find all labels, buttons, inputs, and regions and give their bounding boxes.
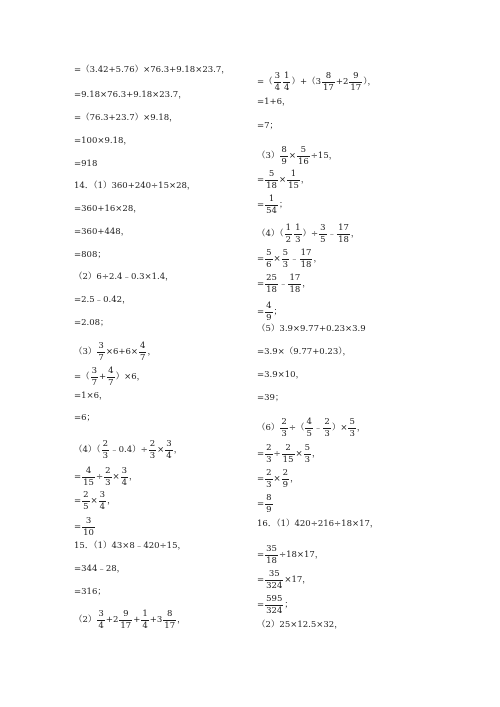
fraction-numerator: 2 [282, 468, 289, 478]
fraction-denominator: 15 [282, 454, 294, 465]
fraction-denominator: 5 [320, 234, 326, 245]
math-line [74, 273, 174, 282]
expression-text: （4）（ [74, 444, 101, 455]
fraction-numerator: 25 [266, 273, 277, 283]
fraction-denominator: 15 [83, 477, 94, 488]
fraction-denominator: 3 [266, 454, 272, 465]
fraction-numerator: 8 [266, 493, 272, 503]
fraction [265, 444, 272, 464]
fraction-numerator: 5 [268, 169, 275, 179]
math-line [257, 570, 311, 590]
fraction [283, 72, 290, 92]
expression-text: （2） [74, 614, 97, 625]
fraction [165, 440, 172, 460]
expression-text: = [257, 253, 265, 264]
fraction-denominator: 17 [350, 82, 362, 93]
fraction-numerator: 8 [325, 71, 332, 81]
fraction-denominator: 4 [142, 620, 148, 631]
fraction [265, 494, 272, 514]
expression-text: 14．（1）360+240÷15×28， [74, 181, 196, 191]
expression-text: ， [107, 495, 116, 506]
fraction-denominator: 4 [98, 620, 104, 631]
fraction-denominator: 4 [99, 501, 106, 512]
expression-text: =9.18×76.3+9.18×23.7， [74, 90, 187, 100]
expression-text: ﹣0.4）÷ [110, 444, 148, 455]
math-line [74, 160, 97, 169]
math-line [257, 274, 311, 294]
fraction-numerator: 1 [295, 223, 301, 233]
fraction [287, 170, 300, 190]
expression-text: = [257, 473, 265, 484]
math-line [74, 542, 186, 551]
expression-text: =39； [257, 393, 284, 403]
fraction-denominator: 3 [281, 428, 287, 439]
expression-text: ×17， [284, 574, 311, 585]
expression-text: ， [129, 471, 138, 482]
expression-text: × [288, 150, 296, 161]
fraction-numerator: 3 [320, 223, 326, 233]
expression-text: = [257, 574, 265, 585]
math-line [74, 182, 195, 191]
fraction-numerator: 3 [98, 609, 104, 619]
fraction-numerator: 3 [85, 516, 92, 526]
expression-text: ； [273, 306, 283, 317]
math-line [257, 302, 282, 322]
fraction-numerator: 3 [91, 366, 98, 376]
fraction-numerator: 35 [268, 569, 280, 579]
fraction [119, 610, 132, 630]
fraction [265, 302, 272, 322]
expression-text: = [257, 278, 265, 289]
fraction-numerator: 2 [266, 443, 272, 453]
expression-text: =6； [74, 413, 96, 423]
math-line [74, 91, 187, 100]
fraction [319, 224, 326, 244]
expression-text: （5）3.9×9.77+0.23×3.9 [257, 324, 366, 334]
fraction-numerator: 5 [266, 248, 272, 258]
expression-text: × [273, 253, 281, 264]
fraction-numerator: 5 [304, 443, 311, 453]
expression-text: =344﹣28， [74, 564, 126, 574]
fraction-denominator: 3 [149, 450, 156, 461]
fraction-numerator: 1 [284, 71, 290, 81]
fraction [349, 72, 362, 92]
math-line [74, 342, 156, 362]
fraction [265, 545, 278, 565]
fraction-denominator: 3 [304, 454, 311, 465]
math-line [257, 98, 291, 107]
expression-text: =360+16×28， [74, 204, 142, 214]
math-line [257, 249, 322, 269]
fraction-numerator: 1 [268, 194, 275, 204]
expression-text: = [257, 174, 265, 185]
fraction [282, 249, 289, 269]
expression-text: = [257, 199, 265, 210]
fraction-denominator: 7 [98, 352, 104, 363]
fraction-numerator: 5 [282, 248, 289, 258]
math-line [74, 588, 106, 597]
expression-text: × [295, 448, 303, 459]
fraction-numerator: 9 [123, 609, 129, 619]
fraction-denominator: 16 [297, 156, 309, 167]
expression-text: = [74, 471, 82, 482]
fraction-numerator: 3 [121, 466, 128, 476]
math-line [74, 137, 132, 146]
math-line [257, 621, 343, 630]
math-line [257, 72, 376, 92]
fraction [297, 146, 310, 166]
expression-text: ）， [363, 76, 376, 87]
fraction-numerator: 4 [266, 301, 272, 311]
fraction [265, 195, 278, 215]
expression-text: × [112, 471, 120, 482]
fraction-denominator: 4 [166, 450, 172, 461]
fraction-numerator: 17 [338, 223, 349, 233]
fraction-denominator: 5 [306, 428, 312, 439]
fraction-numerator: 2 [149, 439, 156, 449]
math-line [257, 444, 321, 464]
fraction-denominator: 18 [266, 284, 277, 295]
expression-text: （2）6÷2.4﹣0.3×1.4， [74, 272, 174, 282]
fraction-numerator: 4 [108, 366, 114, 376]
fraction-denominator: 54 [266, 205, 277, 216]
expression-text: =100×9.18， [74, 136, 132, 146]
fraction-denominator: 3 [324, 428, 330, 439]
fraction-numerator: 8 [281, 145, 287, 155]
math-line [257, 371, 304, 380]
fraction [304, 444, 311, 464]
expression-text: = [257, 599, 265, 610]
fraction-denominator: 15 [288, 180, 299, 191]
fraction-denominator: 4 [274, 82, 281, 93]
fraction [294, 224, 301, 244]
left-solution-column [74, 0, 287, 707]
math-line [74, 414, 95, 423]
expression-text: （3） [257, 150, 280, 161]
expression-text: = [257, 498, 265, 509]
expression-text: ， [147, 346, 156, 357]
fraction-numerator: 17 [289, 273, 301, 283]
expression-text: =1+6， [257, 97, 291, 107]
math-line [74, 467, 138, 487]
math-line [74, 610, 186, 630]
fraction [104, 467, 111, 487]
fraction-numerator: 2 [281, 417, 287, 427]
fraction-denominator: 18 [300, 259, 312, 270]
expression-text: （2）25×12.5×32， [257, 620, 343, 630]
expression-text: ， [350, 228, 360, 239]
expression-text: =316； [74, 587, 106, 597]
expression-text: =918 [74, 159, 98, 169]
fraction [99, 491, 106, 511]
fraction-numerator: 9 [353, 71, 359, 81]
math-line [74, 66, 230, 75]
fraction-numerator: 2 [105, 466, 111, 476]
expression-text: ﹣ [290, 253, 299, 264]
fraction-denominator: 3 [349, 428, 355, 439]
expression-text: ÷ [95, 471, 104, 482]
fraction-denominator: 9 [281, 156, 287, 167]
fraction-denominator: 7 [108, 377, 114, 388]
math-line [257, 545, 323, 565]
expression-text: ﹣ [327, 228, 337, 239]
fraction [280, 146, 287, 166]
expression-text: = [257, 549, 265, 560]
expression-text: =2.5﹣0.42， [74, 295, 131, 305]
fraction [285, 224, 292, 244]
fraction [348, 418, 355, 438]
fraction-numerator: 35 [266, 544, 277, 554]
expression-text: = [74, 495, 82, 506]
math-line [257, 122, 278, 131]
expression-text: ）×6， [115, 371, 146, 382]
expression-text: ， [290, 473, 299, 484]
fraction-denominator: 17 [120, 620, 132, 631]
fraction-denominator: 17 [164, 620, 176, 631]
expression-text: × [157, 444, 165, 455]
math-line [74, 440, 182, 460]
expression-text: +2 [105, 614, 119, 625]
math-line [257, 195, 287, 215]
fraction [274, 72, 281, 92]
fraction [82, 467, 95, 487]
fraction-numerator: 5 [300, 145, 307, 155]
fraction-numerator: 3 [166, 439, 172, 449]
math-line [74, 565, 125, 574]
fraction-denominator: 324 [266, 605, 283, 616]
expression-text: × [90, 495, 98, 506]
fraction-denominator: 3 [105, 477, 111, 488]
fraction-numerator: 3 [99, 490, 106, 500]
fraction-numerator: 2 [266, 468, 272, 478]
fraction [82, 491, 89, 511]
fraction-denominator: 18 [266, 180, 277, 191]
expression-text: =（ [257, 76, 273, 87]
math-line [74, 319, 109, 328]
expression-text: ， [300, 174, 310, 185]
expression-text: （4）（ [257, 228, 284, 239]
math-line [257, 325, 366, 334]
fraction [282, 444, 295, 464]
fraction-numerator: 3 [98, 341, 104, 351]
expression-text: ， [312, 448, 321, 459]
fraction-numerator: 17 [300, 248, 312, 258]
fraction [102, 440, 109, 460]
expression-text: ； [278, 199, 288, 210]
math-line [74, 517, 96, 537]
fraction [91, 367, 98, 387]
expression-text: ÷18×17， [278, 549, 324, 560]
fraction-numerator: 1 [142, 609, 148, 619]
fraction [300, 249, 313, 269]
math-line [74, 367, 145, 387]
fraction-denominator: 7 [140, 352, 146, 363]
math-line [257, 520, 378, 529]
math-line [74, 114, 178, 123]
fraction-numerator: 8 [166, 609, 173, 619]
fraction-denominator: 2 [285, 234, 292, 245]
fraction-denominator: 9 [266, 312, 272, 323]
fraction-denominator: 6 [266, 259, 272, 270]
expression-text: =（ [74, 371, 90, 382]
expression-text: ， [173, 444, 183, 455]
expression-text: ， [356, 422, 366, 433]
fraction [97, 342, 104, 362]
math-line [74, 491, 116, 511]
fraction [337, 224, 350, 244]
fraction-denominator: 3 [266, 479, 272, 490]
fraction-denominator: 3 [102, 450, 109, 461]
fraction-denominator: 324 [266, 580, 283, 591]
math-line [257, 224, 359, 244]
fraction-denominator: 18 [266, 555, 277, 566]
fraction-denominator: 7 [91, 377, 98, 388]
expression-text: ）+（3 [291, 76, 321, 87]
fraction [82, 517, 95, 537]
fraction-numerator: 4 [306, 417, 312, 427]
fraction-denominator: 4 [121, 477, 128, 488]
fraction [121, 467, 128, 487]
expression-text: × [278, 174, 287, 185]
fraction [265, 469, 272, 489]
fraction [280, 418, 287, 438]
expression-text: = [257, 306, 265, 317]
expression-text: 16．（1）420÷216÷18×17， [257, 519, 379, 529]
math-line [257, 394, 283, 403]
math-line [257, 494, 274, 514]
expression-text: ÷（ [288, 422, 305, 433]
expression-text: =7； [257, 121, 279, 131]
expression-text: ﹣ [313, 422, 323, 433]
math-line [74, 205, 142, 214]
expression-text: ）÷ [302, 228, 319, 239]
expression-text: （6） [257, 422, 280, 433]
expression-text: + [133, 614, 141, 625]
expression-text: + [99, 371, 107, 382]
expression-text: ， [177, 614, 186, 625]
fraction [265, 249, 272, 269]
math-line [257, 469, 299, 489]
fraction-denominator: 18 [338, 234, 349, 245]
fraction-denominator: 4 [284, 82, 290, 93]
fraction-numerator: 4 [140, 341, 146, 351]
fraction [107, 367, 114, 387]
right-solution-column [257, 0, 467, 707]
expression-text: =（76.3+23.7）×9.18， [74, 113, 178, 123]
fraction-numerator: 2 [83, 490, 89, 500]
fraction-numerator: 5 [349, 417, 355, 427]
fraction [149, 440, 156, 460]
fraction-numerator: 3 [274, 71, 281, 81]
math-line [257, 595, 293, 615]
fraction [97, 610, 104, 630]
expression-text: =1×6， [74, 391, 108, 401]
expression-text: ， [313, 253, 322, 264]
fraction-numerator: 2 [324, 417, 330, 427]
math-line [257, 348, 351, 357]
fraction [265, 595, 283, 615]
expression-text: =360+448， [74, 227, 130, 237]
expression-text: =2.08； [74, 318, 109, 328]
math-line [74, 251, 106, 260]
expression-text: ×6+6× [105, 346, 139, 357]
math-line [257, 418, 365, 438]
expression-text: +2 [335, 76, 349, 87]
fraction-numerator: 4 [85, 466, 92, 476]
expression-text: ， [302, 278, 311, 289]
math-line [74, 228, 129, 237]
expression-text: ； [284, 599, 293, 610]
fraction [323, 418, 330, 438]
fraction [288, 274, 301, 294]
fraction-numerator: 1 [285, 223, 292, 233]
fraction-denominator: 3 [282, 259, 289, 270]
fraction-denominator: 5 [83, 501, 89, 512]
expression-text: 15．（1）43×8﹣420÷15， [74, 541, 186, 551]
fraction-denominator: 9 [266, 504, 272, 515]
fraction-denominator: 10 [83, 527, 94, 538]
math-line [257, 146, 337, 166]
fraction [265, 274, 278, 294]
fraction-numerator: 2 [285, 443, 291, 453]
expression-text: = [257, 448, 265, 459]
expression-text: =3.9×10， [257, 370, 305, 380]
fraction-denominator: 3 [295, 234, 301, 245]
fraction-numerator: 1 [290, 169, 297, 179]
expression-text: （3） [74, 346, 97, 357]
fraction [163, 610, 176, 630]
math-line [74, 296, 131, 305]
expression-text: =（3.42+5.76）×76.3+9.18×23.7， [74, 65, 230, 75]
expression-text: ）× [331, 422, 348, 433]
expression-text: = [74, 521, 82, 532]
expression-text: =3.9×（9.77+0.23）， [257, 347, 351, 357]
fraction [139, 342, 146, 362]
fraction-denominator: 18 [289, 284, 301, 295]
expression-text: × [273, 473, 281, 484]
expression-text: +3 [149, 614, 163, 625]
fraction [305, 418, 312, 438]
fraction [282, 469, 289, 489]
fraction [265, 570, 283, 590]
fraction-denominator: 17 [323, 82, 334, 93]
fraction-denominator: 9 [282, 479, 289, 490]
fraction [322, 72, 335, 92]
fraction-numerator: 2 [102, 439, 109, 449]
fraction [265, 170, 278, 190]
expression-text: ÷15， [310, 150, 338, 161]
math-line [257, 170, 309, 190]
fraction [141, 610, 148, 630]
math-line [74, 392, 108, 401]
expression-text: ﹣ [278, 278, 288, 289]
fraction-numerator: 595 [266, 594, 283, 604]
expression-text: ÷ [273, 448, 281, 459]
expression-text: =808； [74, 250, 106, 260]
